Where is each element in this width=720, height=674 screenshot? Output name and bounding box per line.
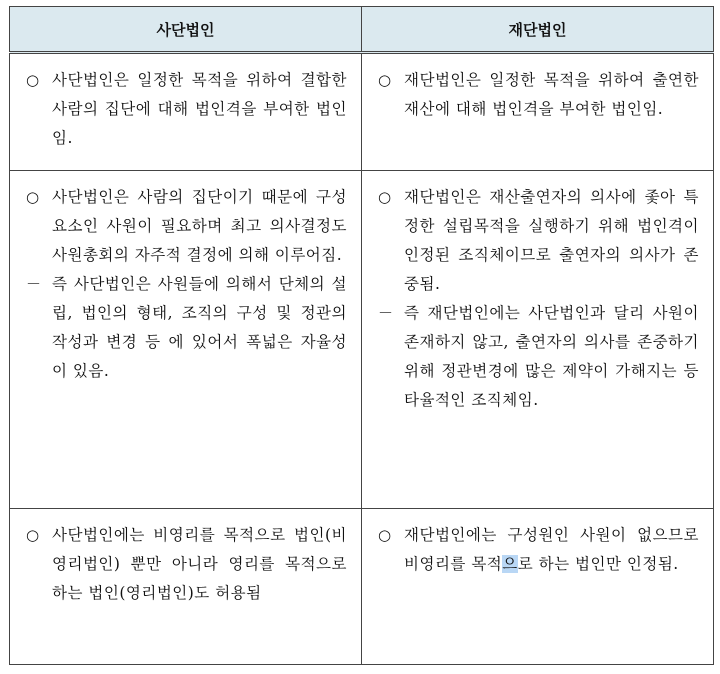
dash-bullet-icon: － <box>378 304 394 322</box>
table-row <box>10 171 714 509</box>
table-cell <box>362 53 714 171</box>
table-cell <box>10 53 362 171</box>
text-after-selection: 로 하는 법인만 인정됨. <box>517 555 679 573</box>
bullet-item <box>378 183 699 299</box>
bullet-text: 재단법인은 일정한 목적을 위하여 출연한 재산에 대해 법인격을 부여한 법인임. <box>404 71 699 118</box>
circle-bullet-icon: ○ <box>26 71 40 89</box>
selected-text[interactable]: 으 <box>502 555 518 573</box>
circle-bullet-icon: ○ <box>378 526 392 544</box>
dash-bullet-icon: － <box>26 275 42 293</box>
header-incorporated-association: 사단법인 <box>10 7 362 53</box>
circle-bullet-icon: ○ <box>378 71 392 89</box>
header-row <box>10 7 714 53</box>
circle-bullet-icon: ○ <box>26 188 40 206</box>
bullet-item <box>378 66 699 124</box>
table-cell <box>10 509 362 665</box>
dash-item <box>26 270 347 386</box>
circle-bullet-icon: ○ <box>378 188 392 206</box>
bullet-text: 사단법인에는 비영리를 목적으로 법인(비영리법인) 뿐만 아니라 영리를 목적으로 하는 법인(영리법인)도 허용됨 <box>52 526 347 602</box>
table-cell <box>362 509 714 665</box>
bullet-text: 사단법인은 사람의 집단이기 때문에 구성요소인 사원이 필요하며 최고 의사결정도 사원총회의 자주적 결정에 의해 이루어짐. <box>52 188 347 264</box>
header-incorporated-foundation: 재단법인 <box>362 7 714 53</box>
bullet-item <box>26 66 347 153</box>
bullet-text[interactable] <box>404 521 699 579</box>
bullet-item <box>378 521 699 579</box>
bullet-text: 재단법인은 재산출연자의 의사에 좇아 특정한 설립목적을 실행하기 위해 법인격이 인정된 조직체이므로 출연자의 의사가 존중됨. <box>404 188 699 293</box>
bullet-text: 사단법인은 일정한 목적을 위하여 결합한 사람의 집단에 대해 법인격을 부여한 법인임. <box>52 71 347 147</box>
bullet-item <box>26 521 347 608</box>
table-cell <box>362 171 714 509</box>
text-before-selection: 재단법인에는 구성원인 사원이 없으므로 비영리를 목적 <box>404 526 699 573</box>
dash-text: 즉 재단법인에는 사단법인과 달리 사원이 존재하지 않고, 출연자의 의사를 존중하기 위해 정관변경에 많은 제약이 가해지는 등 타율적인 조직체임. <box>404 304 699 409</box>
table-cell <box>10 171 362 509</box>
bullet-item <box>26 183 347 270</box>
dash-text: 즉 사단법인은 사원들에 의해서 단체의 설립, 법인의 형태, 조직의 구성 및 정관의 작성과 변경 등 에 있어서 폭넓은 자율성이 있음. <box>52 275 347 380</box>
dash-item <box>378 299 699 415</box>
comparison-table-container <box>9 6 713 665</box>
comparison-table <box>9 6 714 665</box>
circle-bullet-icon: ○ <box>26 526 40 544</box>
table-row <box>10 53 714 171</box>
table-row <box>10 509 714 665</box>
